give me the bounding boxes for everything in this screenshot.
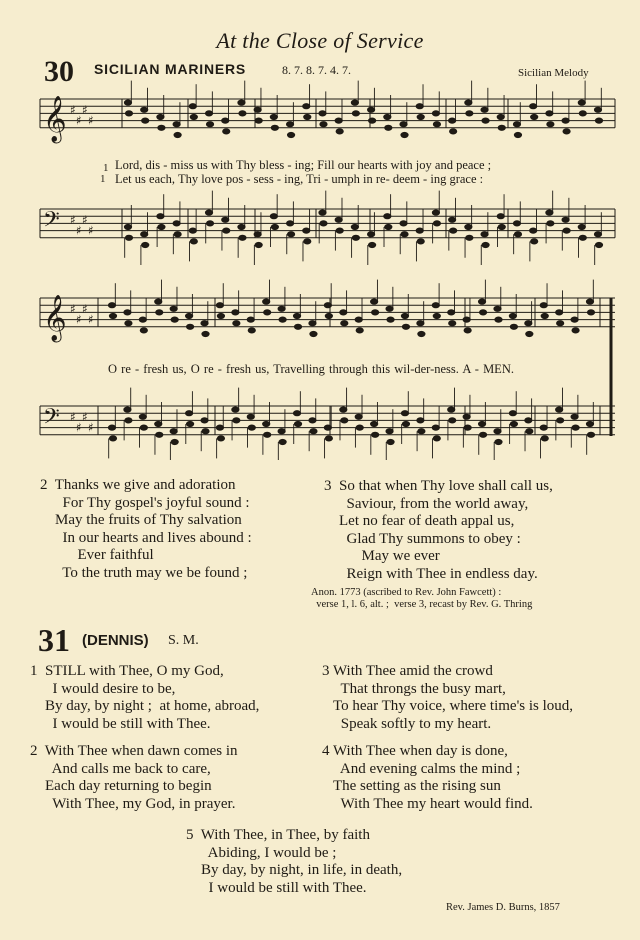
note-head [531,239,538,244]
note-head [356,425,363,430]
note-head [433,313,440,318]
note-head [325,313,332,318]
note-head [185,313,192,318]
note-head [594,107,601,112]
hymn-31-verse-2: 2 With Thee when dawn comes in And calls me back to care, Each day returning to begin With Thee, my God, in prayer. [30,743,238,812]
note-head [525,418,532,423]
note-head [254,107,261,112]
note-head [481,107,488,112]
note-head [482,242,489,247]
section-heading: At the Close of Service [216,28,424,53]
hymn-30-verse-2: 2 Thanks we give and adoration For Thy gospel's joyful sound : May the fruits of Thy salvation In our hearts and lives abound : Ever faithful To the truth may we be found ; [40,477,252,581]
note-head [356,328,363,333]
note-head [594,232,601,237]
note-head [157,214,164,219]
note-head [401,232,408,237]
sharp-sign: ♯ [88,223,94,238]
note-head [402,421,409,426]
note-head [526,429,533,434]
note-head [202,331,209,336]
note-head [449,418,456,423]
note-head [335,118,342,123]
note-head [578,100,585,105]
note-head [352,111,359,116]
note-head [173,221,180,226]
note-head [206,122,213,127]
sharp-sign: ♯ [82,301,88,316]
note-head [336,129,343,134]
verse-number: 1 [103,162,109,174]
note-head [279,439,286,444]
note-head [464,328,471,333]
note-head [368,232,375,237]
note-head [587,310,594,315]
note-head [271,125,278,130]
note-head [279,317,286,322]
note-head [385,125,392,130]
note-head [264,310,271,315]
note-head [205,210,212,215]
note-head [465,100,472,105]
note-head [158,224,165,229]
note-head [546,111,553,116]
note-head [238,224,245,229]
note-head [497,114,504,119]
sharp-sign: ♯ [70,212,76,227]
note-head [125,235,132,240]
note-head [525,321,532,326]
note-head [156,432,163,437]
note-head [351,224,358,229]
note-head [125,418,132,423]
note-head [233,321,240,326]
note-head [513,122,520,127]
note-head [463,317,470,322]
note-head [547,122,554,127]
hymn-31-verse-1: 1 STILL with Thee, O my God, I would desire to be, By day, by night ; at home, abroad, I would be still with Thee. [30,663,260,732]
sharp-sign: ♯ [88,113,94,128]
note-head [270,114,277,119]
hymn-30-number: 30 [44,55,74,88]
note-head [371,421,378,426]
note-head [185,411,192,416]
note-head [216,425,223,430]
note-head [369,118,376,123]
note-head [513,221,520,226]
note-head [309,418,316,423]
note-head [170,429,177,434]
note-head [495,317,502,322]
note-head [170,306,177,311]
note-head [271,224,278,229]
verse-number: 1 [100,173,106,185]
note-head [531,114,538,119]
note-head [530,104,537,109]
note-head [239,111,246,116]
note-head [303,228,310,233]
note-head [557,321,564,326]
note-head [494,306,501,311]
note-head [387,317,394,322]
note-head [450,228,457,233]
note-head [416,104,423,109]
note-head [222,217,229,222]
note-head [571,317,578,322]
note-head [417,239,424,244]
note-head [216,303,223,308]
note-head [547,221,554,226]
note-head [287,232,294,237]
sharp-sign: ♯ [76,113,82,128]
note-head [139,414,146,419]
note-head [206,221,213,226]
note-head [464,425,471,430]
note-head [278,429,285,434]
note-head [248,425,255,430]
note-head [514,232,521,237]
note-head [579,111,586,116]
note-head [155,299,162,304]
note-head [562,118,569,123]
note-head [417,418,424,423]
note-head [385,224,392,229]
note-head [190,114,197,119]
note-head [205,111,212,116]
sharp-sign: ♯ [88,420,94,435]
note-head [264,432,271,437]
note-head [514,132,521,137]
note-head [247,317,254,322]
sharp-sign: ♯ [70,301,76,316]
note-head [448,407,455,412]
note-head [498,125,505,130]
note-head [293,411,300,416]
note-head [171,439,178,444]
note-head [319,111,326,116]
note-head [286,221,293,226]
note-head [478,421,485,426]
note-head [355,414,362,419]
note-head [449,217,456,222]
note-head [263,299,270,304]
note-head [294,421,301,426]
note-head [255,118,262,123]
note-head [466,111,473,116]
hymn-31-author-credit: Rev. James D. Burns, 1857 [446,902,560,913]
note-head [384,214,391,219]
note-head [109,313,116,318]
note-head [270,214,277,219]
note-head [432,210,439,215]
note-head [432,425,439,430]
note-head [418,429,425,434]
note-head [541,313,548,318]
note-head [386,306,393,311]
note-head [556,310,563,315]
note-head [232,407,239,412]
note-head [142,242,149,247]
hymn-31-verse-5: 5 With Thee, in Thee, by faith Abiding, I would be ; By day, by night, in life, in death, I would be still with Thee. [186,827,403,896]
sharp-sign: ♯ [82,212,88,227]
note-head [310,429,317,434]
note-head [320,122,327,127]
note-head [463,414,470,419]
note-head [579,235,586,240]
note-head [109,436,116,441]
note-head [174,232,181,237]
treble-clef: 𝄞 [43,294,67,341]
note-head [433,221,440,226]
note-head [304,114,311,119]
note-head [158,125,165,130]
note-head [287,132,294,137]
note-head [124,310,131,315]
note-head [156,310,163,315]
note-head [255,242,262,247]
note-head [222,118,229,123]
note-head [465,224,472,229]
note-head [578,224,585,229]
note-head [202,429,209,434]
note-head [304,239,311,244]
note-head [432,111,439,116]
note-head [372,432,379,437]
music-score [0,0,640,460]
note-head [450,129,457,134]
note-head [369,242,376,247]
note-head [340,407,347,412]
note-head [572,425,579,430]
note-head [239,235,246,240]
note-head [139,317,146,322]
note-head [125,111,132,116]
note-head [125,321,132,326]
note-head [140,425,147,430]
hymn-30-tune-name: SICILIAN MARINERS [94,61,247,77]
hymn-30-tune-source: Sicilian Melody [518,67,589,79]
note-head [186,421,193,426]
sharp-sign: ♯ [76,312,82,327]
treble-clef: 𝄞 [43,95,67,142]
note-head [233,418,240,423]
note-head [108,425,115,430]
bass-clef: 𝄢 [43,207,60,238]
note-head [223,129,230,134]
note-head [340,310,347,315]
note-head [401,411,408,416]
note-head [384,114,391,119]
note-head [595,242,602,247]
note-head [174,132,181,137]
note-head [449,118,456,123]
note-head [124,100,131,105]
sharp-sign: ♯ [82,409,88,424]
hymn-30-verse-3: 3 So that when Thy love shall call us, Saviour, from the world away, Let no fear of death appal us, Glad Thy summons to obey : May we ever Reign with Thee in endless day. [324,478,553,582]
note-head [286,122,293,127]
sharp-sign: ♯ [82,102,88,117]
note-head [449,321,456,326]
note-head [595,118,602,123]
note-head [510,324,517,329]
hymn-31-number: 31 [38,622,70,658]
note-head [355,317,362,322]
lyric-line: Lord, dis - miss us with Thy bless - ing; Fill our hearts with joy and peace ; [115,158,492,172]
note-head [336,228,343,233]
note-head [498,224,505,229]
note-head [140,328,147,333]
note-head [341,321,348,326]
note-head [417,114,424,119]
note-head [189,104,196,109]
sharp-sign: ♯ [76,420,82,435]
note-head [372,310,379,315]
note-head [124,224,131,229]
note-head [157,114,164,119]
hymn-30-author-credit: Anon. 1773 (ascribed to Rev. John Fawcett) : verse 1, l. 6, alt. ; verse 3, recast by Rev. G. Thring [311,587,533,610]
note-head [335,217,342,222]
note-head [586,299,593,304]
note-head [263,421,270,426]
note-head [541,436,548,441]
sharp-sign: ♯ [70,409,76,424]
note-head [509,313,516,318]
note-head [351,100,358,105]
note-head [540,425,547,430]
note-head [141,232,148,237]
note-head [294,324,301,329]
note-head [530,228,537,233]
lyric-line: O re - fresh us, O re - fresh us, Travelling through this wil-der-ness. A - MEN. [108,362,514,376]
note-head [303,104,310,109]
note-head [223,228,230,233]
note-head [387,439,394,444]
note-head [418,331,425,336]
note-head [319,210,326,215]
note-head [324,425,331,430]
note-head [400,221,407,226]
note-head [386,429,393,434]
note-head [401,313,408,318]
note-head [416,228,423,233]
note-head [310,331,317,336]
sharp-sign: ♯ [88,312,94,327]
hymn-31-tune-name: (DENNIS) [82,632,149,649]
note-head [494,429,501,434]
note-head [217,436,224,441]
note-head [540,303,547,308]
note-head [417,321,424,326]
note-head [497,214,504,219]
note-head [341,418,348,423]
hymn-31-verse-3: 3 With Thee amid the crowd That throngs the busy mart, To hear Thy voice, where time's is loud, Speak softly to my heart. [322,663,574,732]
note-head [248,328,255,333]
lyric-line: Let us each, Thy love pos - sess - ing, Tri - umph in re- deem - ing grace : [115,172,484,186]
note-head [433,436,440,441]
note-head [217,313,224,318]
note-head [309,321,316,326]
hymn-31-meter: S. M. [168,633,199,648]
note-head [509,411,516,416]
note-head [201,418,208,423]
note-head [324,303,331,308]
note-head [201,321,208,326]
note-head [587,432,594,437]
note-head [510,421,517,426]
note-head [173,122,180,127]
note-head [433,122,440,127]
note-head [190,239,197,244]
note-head [400,122,407,127]
note-head [546,210,553,215]
note-head [479,432,486,437]
note-head [482,118,489,123]
note-head [563,228,570,233]
note-head [571,414,578,419]
hymn-31-verse-4: 4 With Thee when day is done, And evening calms the mind ; The setting as the rising sun With Thee my heart would find. [322,743,533,812]
note-head [448,310,455,315]
note-head [572,328,579,333]
note-head [238,100,245,105]
sharp-sign: ♯ [76,223,82,238]
note-head [495,439,502,444]
note-head [402,324,409,329]
note-head [155,421,162,426]
note-head [479,310,486,315]
bass-clef: 𝄢 [43,404,60,435]
note-head [352,235,359,240]
note-head [142,118,149,123]
note-head [171,317,178,322]
note-head [586,421,593,426]
note-head [556,407,563,412]
note-head [108,303,115,308]
note-head [371,299,378,304]
note-head [478,299,485,304]
note-head [320,221,327,226]
note-head [141,107,148,112]
note-head [186,324,193,329]
note-head [481,232,488,237]
note-head [325,436,332,441]
hymn-30-meter: 8. 7. 8. 7. 4. 7. [282,63,351,77]
note-head [562,217,569,222]
note-head [526,331,533,336]
note-head [293,313,300,318]
note-head [189,228,196,233]
note-head [247,414,254,419]
note-head [401,132,408,137]
note-head [278,306,285,311]
note-head [557,418,564,423]
note-head [466,235,473,240]
note-head [563,129,570,134]
sharp-sign: ♯ [70,102,76,117]
note-head [432,303,439,308]
note-head [368,107,375,112]
note-head [124,407,131,412]
note-head [232,310,239,315]
note-head [254,232,261,237]
